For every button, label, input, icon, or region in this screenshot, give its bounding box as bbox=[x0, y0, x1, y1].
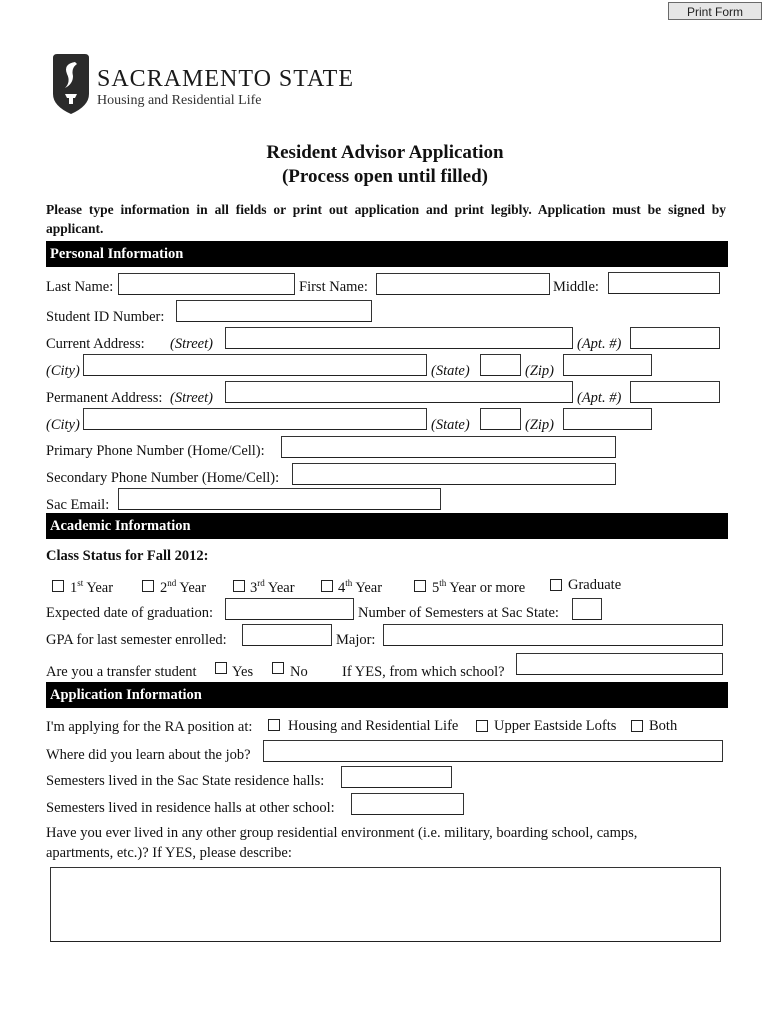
sac-email-input[interactable] bbox=[118, 488, 441, 510]
current-apt-input[interactable] bbox=[630, 327, 720, 349]
year5-label: 5th Year or more bbox=[432, 578, 526, 596]
permanent-apt-label: (Apt. #) bbox=[577, 390, 622, 406]
secondary-phone-label: Secondary Phone Number (Home/Cell): bbox=[46, 470, 280, 486]
lofts-label: Upper Eastside Lofts bbox=[494, 718, 617, 734]
permanent-state-label: (State) bbox=[431, 417, 470, 433]
middle-input[interactable] bbox=[608, 272, 720, 294]
primary-phone-input[interactable] bbox=[281, 436, 616, 458]
permanent-street-input[interactable] bbox=[225, 381, 573, 403]
current-address-label: Current Address: bbox=[46, 336, 145, 352]
permanent-city-label: (City) bbox=[46, 417, 80, 433]
year4-checkbox[interactable] bbox=[321, 580, 333, 592]
semesters-label: Number of Semesters at Sac State: bbox=[358, 605, 559, 621]
transfer-no-checkbox[interactable] bbox=[272, 662, 284, 674]
lofts-checkbox[interactable] bbox=[476, 720, 488, 732]
primary-phone-label: Primary Phone Number (Home/Cell): bbox=[46, 443, 265, 459]
student-id-label: Student ID Number: bbox=[46, 309, 165, 325]
year5-checkbox[interactable] bbox=[414, 580, 426, 592]
year2-label: 2nd Year bbox=[160, 578, 207, 596]
graduate-checkbox[interactable] bbox=[550, 579, 562, 591]
year4-label: 4th Year bbox=[338, 578, 383, 596]
year2-checkbox[interactable] bbox=[142, 580, 154, 592]
instructions: Please type information in all fields or print out application and print legibly. Application must be signed by applicant. bbox=[46, 202, 726, 236]
which-school-input[interactable] bbox=[516, 653, 723, 675]
current-city-input[interactable] bbox=[83, 354, 427, 376]
form-subtitle: (Process open until filled) bbox=[281, 166, 488, 187]
group-living-label-line1: Have you ever lived in any other group residential environment (i.e. military, boarding school, camps, bbox=[46, 825, 638, 841]
form-title: Resident Advisor Application bbox=[266, 142, 504, 163]
permanent-street-label: (Street) bbox=[170, 390, 213, 406]
year1-label: 1st Year bbox=[70, 578, 114, 596]
section-application-information: Application Information bbox=[46, 682, 728, 708]
major-input[interactable] bbox=[383, 624, 723, 646]
secondary-phone-input[interactable] bbox=[292, 463, 616, 485]
grad-date-label: Expected date of graduation: bbox=[46, 605, 214, 621]
print-form-button[interactable]: Print Form bbox=[668, 2, 762, 20]
both-checkbox[interactable] bbox=[631, 720, 643, 732]
middle-label: Middle: bbox=[553, 279, 599, 295]
transfer-yes-label: Yes bbox=[232, 664, 254, 680]
current-state-input[interactable] bbox=[480, 354, 521, 376]
housing-checkbox[interactable] bbox=[268, 719, 280, 731]
first-name-input[interactable] bbox=[376, 273, 550, 295]
semesters-sac-input[interactable] bbox=[341, 766, 452, 788]
permanent-address-label: Permanent Address: bbox=[46, 390, 163, 406]
gpa-label: GPA for last semester enrolled: bbox=[46, 632, 227, 648]
permanent-zip-input[interactable] bbox=[563, 408, 652, 430]
current-city-label: (City) bbox=[46, 363, 80, 379]
semesters-other-input[interactable] bbox=[351, 793, 464, 815]
transfer-label: Are you a transfer student bbox=[46, 664, 197, 680]
first-name-label: First Name: bbox=[299, 279, 368, 295]
where-learn-input[interactable] bbox=[263, 740, 723, 762]
permanent-city-input[interactable] bbox=[83, 408, 427, 430]
current-state-label: (State) bbox=[431, 363, 470, 379]
semesters-input[interactable] bbox=[572, 598, 602, 620]
class-status-label: Class Status for Fall 2012: bbox=[46, 548, 209, 564]
group-living-textarea[interactable] bbox=[50, 867, 721, 942]
graduate-label: Graduate bbox=[568, 577, 622, 593]
grad-date-input[interactable] bbox=[225, 598, 354, 620]
both-label: Both bbox=[649, 718, 678, 734]
org-name: SACRAMENTO STATE bbox=[97, 66, 354, 92]
last-name-input[interactable] bbox=[118, 273, 295, 295]
year3-checkbox[interactable] bbox=[233, 580, 245, 592]
transfer-no-label: No bbox=[290, 664, 308, 680]
section-personal-information: Personal Information bbox=[46, 241, 728, 267]
current-zip-label: (Zip) bbox=[525, 363, 554, 379]
current-zip-input[interactable] bbox=[563, 354, 652, 376]
sac-email-label: Sac Email: bbox=[46, 497, 110, 513]
where-learn-label: Where did you learn about the job? bbox=[46, 747, 251, 763]
semesters-sac-label: Semesters lived in the Sac State residence halls: bbox=[46, 773, 325, 789]
gpa-input[interactable] bbox=[242, 624, 332, 646]
org-department: Housing and Residential Life bbox=[97, 93, 262, 108]
section-academic-information: Academic Information bbox=[46, 513, 728, 539]
current-street-input[interactable] bbox=[225, 327, 573, 349]
permanent-apt-input[interactable] bbox=[630, 381, 720, 403]
semesters-other-label: Semesters lived in residence halls at other school: bbox=[46, 800, 335, 816]
sacramento-state-logo-icon bbox=[53, 54, 89, 114]
permanent-state-input[interactable] bbox=[480, 408, 521, 430]
transfer-yes-checkbox[interactable] bbox=[215, 662, 227, 674]
year1-checkbox[interactable] bbox=[52, 580, 64, 592]
applying-for-label: I'm applying for the RA position at: bbox=[46, 719, 253, 735]
housing-label: Housing and Residential Life bbox=[288, 718, 459, 734]
group-living-label-line2: apartments, etc.)? If YES, please describe: bbox=[46, 845, 292, 861]
major-label: Major: bbox=[336, 632, 376, 648]
student-id-input[interactable] bbox=[176, 300, 372, 322]
which-school-label: If YES, from which school? bbox=[342, 664, 505, 680]
year3-label: 3rd Year bbox=[250, 578, 295, 596]
current-street-label: (Street) bbox=[170, 336, 213, 352]
last-name-label: Last Name: bbox=[46, 279, 114, 295]
current-apt-label: (Apt. #) bbox=[577, 336, 622, 352]
permanent-zip-label: (Zip) bbox=[525, 417, 554, 433]
